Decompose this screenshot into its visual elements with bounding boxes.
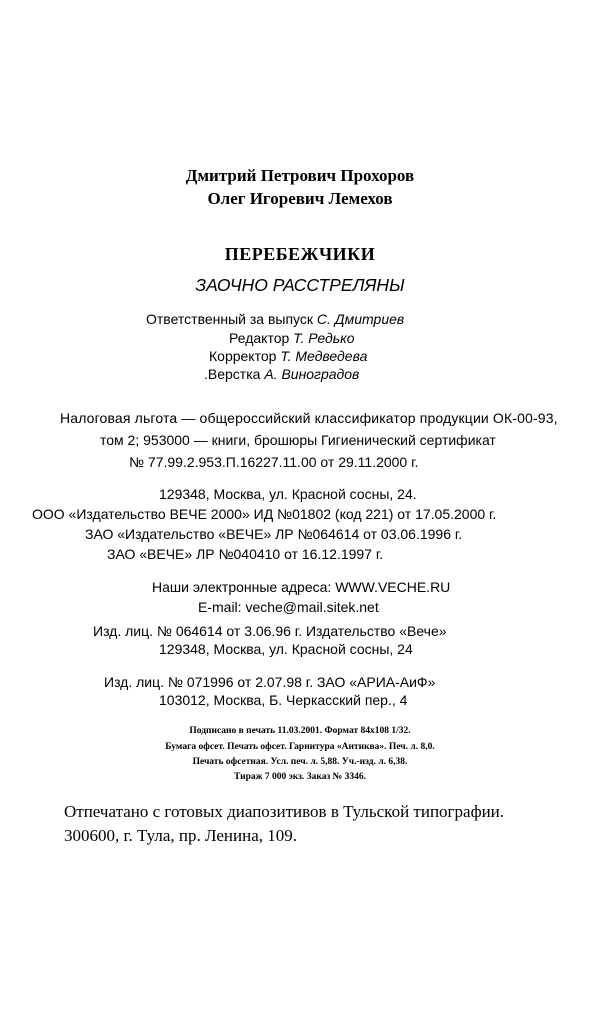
license-address: 103012, Москва, Б. Черкасский пер., 4 [159, 692, 408, 708]
credit-role: .Верстка [204, 366, 261, 382]
imprint-line: Подписано в печать 11.03.2001. Формат 84x108 1/32. [189, 726, 411, 736]
credit-person: Т. Редько [293, 330, 355, 346]
credit-role: Ответственный за выпуск [146, 311, 314, 327]
publisher-license: ЗАО «ВЕЧЕ» ЛР №040410 от 16.12.1997 г. [107, 546, 384, 562]
license-text: Изд. лиц. № 064614 от 3.06.96 г. Издательство «Вече» [93, 623, 447, 639]
printer-info: Отпечатано с готовых диапозитивов в Тульской типографии. [64, 802, 505, 821]
tax-text: Налоговая льгота — общероссийский классификатор продукции ОК-00-93, [60, 410, 558, 426]
publisher-license: ЗАО «Издательство «ВЕЧЕ» ЛР №064614 от 03.06.1996 г. [85, 526, 463, 542]
web-address: Наши электронные адреса: WWW.VECHE.RU [152, 579, 451, 595]
credit-role: Редактор [229, 330, 290, 346]
license-address: 129348, Москва, ул. Красной сосны, 24 [159, 641, 413, 657]
book-title: ПЕРЕБЕЖЧИКИ [224, 244, 376, 264]
license-text: Изд. лиц. № 071996 от 2.07.98 г. ЗАО «АРИА-АиФ» [104, 674, 436, 690]
imprint-line: Бумага офсет. Печать офсет. Гарнитура «Антиква». Печ. л. 8,0. [165, 742, 435, 752]
credit-line [209, 348, 367, 364]
author-name: Дмитрий Петрович Прохоров [185, 166, 415, 185]
credit-person: С. Дмитриев [316, 311, 405, 327]
imprint-line: Тираж 7 000 экз. Заказ № 3346. [234, 772, 366, 782]
credit-line [229, 330, 355, 346]
credit-line [146, 311, 404, 327]
credit-person: Т. Медведева [280, 348, 368, 364]
printer-address: 300600, г. Тула, пр. Ленина, 109. [64, 826, 298, 845]
publisher-license: ООО «Издательство ВЕЧЕ 2000» ИД №01802 (код 221) от 17.05.2000 г. [32, 506, 497, 522]
tax-text: том 2; 953000 — книги, брошюры Гигиенический сертификат [100, 432, 496, 448]
email-address: E-mail: veche@mail.sitek.net [198, 599, 379, 615]
imprint-line: Печать офсетная. Усл. печ. л. 5,88. Уч.-изд. л. 6,38. [192, 757, 408, 767]
publisher-address: 129348, Москва, ул. Красной сосны, 24. [159, 486, 417, 502]
book-subtitle: ЗАОЧНО РАССТРЕЛЯНЫ [195, 275, 405, 295]
tax-text: № 77.99.2.953.П.16227.11.00 от 29.11.2000 г. [129, 454, 419, 470]
credit-role: Корректор [209, 348, 277, 364]
author-name: Олег Игоревич Лемехов [207, 189, 393, 208]
credit-line [204, 366, 359, 382]
credit-person: А. Виноградов [264, 366, 360, 382]
